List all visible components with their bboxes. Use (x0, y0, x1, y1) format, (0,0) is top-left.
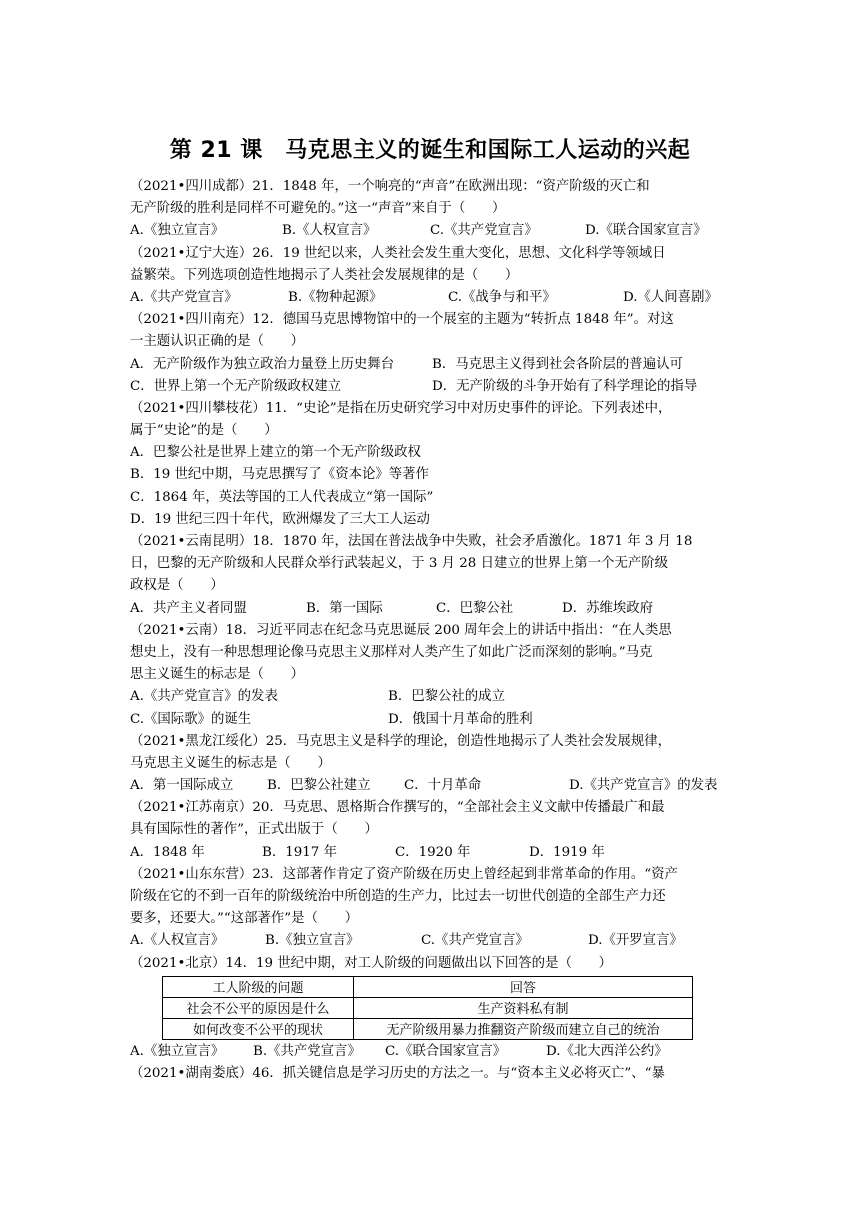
question-4-stem-line-2: 属于“史论”的是（ ） (130, 423, 278, 439)
option-b: B．1917 年 (262, 844, 337, 860)
option-d: D．无产阶级的斗争开始有了科学理论的指导 (432, 378, 698, 394)
option-d: D．1919 年 (529, 844, 605, 860)
option-b: B．巴黎公社的成立 (388, 689, 505, 705)
question-8-stem-line-2: 具有国际性的著作”，正式出版于（ ） (130, 822, 378, 838)
question-9-stem-line-1: （2021•山东东营）23．这部著作肯定了资产阶级在历史上曾经起到非常革命的作用。“资产 (130, 866, 678, 882)
option-b: B.《物种起源》 (288, 289, 383, 305)
question-2-stem-line-1: （2021•辽宁大连）26．19 世纪以来，人类社会发生重大变化，思想、文化科学等领域日 (130, 245, 666, 261)
table-cell: 生产资料私有制 (354, 997, 693, 1018)
table-row (163, 976, 693, 997)
table-cell: 社会不公平的原因是什么 (163, 997, 354, 1018)
option-c: C.《国际歌》的诞生 (130, 711, 252, 727)
option-b: B．第一国际 (306, 600, 383, 616)
option-d: D.《开罗宣言》 (588, 933, 683, 949)
question-3-stem-line-2: 一主题认识正确的是（ ） (130, 334, 305, 350)
question-5 (130, 531, 740, 620)
question-3-options-row-2 (130, 376, 740, 398)
option-c: C．十月革命 (404, 778, 482, 794)
question-6-options-row-1 (130, 686, 740, 708)
question-3 (130, 309, 740, 398)
option-b: B．巴黎公社建立 (267, 778, 371, 794)
question-1-stem-line-1: （2021•四川成都）21．1848 年，一个响亮的“声音”在欧洲出现：“资产阶级的灭亡和 (130, 179, 650, 194)
option-d: D．19 世纪三四十年代，欧洲爆发了三大工人运动 (130, 511, 430, 527)
option-a: A．无产阶级作为独立政治力量登上历史舞台 (130, 356, 395, 372)
question-5-stem-line-2: 日，巴黎的无产阶级和人民群众举行武装起义，于 3 月 28 日建立的世界上第一个无产阶级 (130, 556, 669, 572)
question-1-options (130, 220, 740, 242)
option-d: D.《共产党宣言》的发表 (569, 778, 718, 794)
option-c: C.《共产党宣言》 (421, 933, 529, 949)
table-cell: 如何改变不公平的现状 (163, 1018, 354, 1039)
option-d: D.《北大西洋公约》 (546, 1043, 668, 1059)
option-b: B．19 世纪中期，马克思撰写了《资本论》等著作 (130, 467, 429, 483)
option-c: C．世界上第一个无产阶级政权建立 (130, 378, 342, 394)
question-3-options-row-1 (130, 354, 740, 376)
question-6-stem-line-3: 思主义诞生的标志是（ ） (130, 667, 305, 683)
option-a: A.《人权宣言》 (130, 933, 225, 949)
question-2-stem-line-2: 益繁荣。下列选项创造性地揭示了人类社会发展规律的是（ ） (130, 267, 519, 283)
question-6-options-row-2 (130, 709, 740, 731)
question-4 (130, 398, 740, 531)
question-1-stem-line-2: 无产阶级的胜利是同样不可避免的。”这一“声音”来自于（ ） (130, 201, 506, 217)
question-10-stem-line-1: （2021•北京）14．19 世纪中期，对工人阶级的问题做出以下回答的是（ ） (130, 955, 613, 971)
option-a: A．第一国际成立 (130, 778, 234, 794)
option-d: D．苏维埃政府 (562, 600, 654, 616)
option-a: A.《共产党宣言》 (130, 289, 238, 305)
question-2-options (130, 287, 740, 309)
table-header-cell: 工人阶级的问题 (163, 976, 354, 997)
option-b: B.《独立宣言》 (265, 933, 360, 949)
option-b: B．马克思主义得到社会各阶层的普遍认可 (432, 356, 683, 372)
question-1 (130, 176, 740, 243)
question-9-stem-line-2: 阶级在它的不到一百年的阶级统治中所创造的生产力，比过去一切世代创造的全部生产力还 (130, 889, 666, 904)
option-d: D．俄国十月革命的胜利 (388, 711, 533, 727)
question-8-stem-line-1: （2021•江苏南京）20．马克思、恩格斯合作撰写的，“全部社会主义文献中传播最广和最 (130, 800, 665, 816)
option-a: A．1848 年 (130, 844, 205, 860)
question-9-stem-line-3: 要多，还要大。”“这部著作”是（ ） (130, 911, 359, 927)
question-6-stem-line-1: （2021•云南）18．习近平同志在纪念马克思诞辰 200 周年会上的讲话中指出：“在人类思 (130, 622, 672, 638)
table-row (163, 997, 693, 1018)
question-9 (130, 864, 740, 953)
page-title: 第 21 课 马克思主义的诞生和国际工人运动的兴起 (169, 138, 691, 163)
answer-table (162, 976, 693, 1040)
question-11 (130, 1063, 740, 1085)
option-c: C．1920 年 (395, 844, 471, 860)
option-a: A．巴黎公社是世界上建立的第一个无产阶级政权 (130, 445, 421, 461)
option-c: C．巴黎公社 (436, 600, 514, 616)
table-row (163, 1018, 693, 1039)
option-b: B.《共产党宣言》 (253, 1043, 361, 1059)
question-7 (130, 731, 740, 798)
option-c: C．1864 年，英法等国的工人代表成立“第一国际” (130, 489, 434, 505)
question-11-stem-line-1: （2021•湖南娄底）46．抓关键信息是学习历史的方法之一。与“资本主义必将灭亡”、“暴 (130, 1065, 665, 1081)
option-d: D.《人间喜剧》 (623, 289, 718, 305)
question-7-options (130, 775, 740, 797)
question-4-stem-line-1: （2021•四川攀枝花）11．“史论”是指在历史研究学习中对历史事件的评论。下列表述中， (130, 400, 672, 416)
option-a: A．共产主义者同盟 (130, 600, 247, 616)
question-10-options (130, 1041, 740, 1063)
option-c: C.《共产党宣言》 (430, 223, 538, 239)
question-10 (130, 953, 740, 1063)
question-5-stem-line-1: （2021•云南昆明）18．1870 年，法国在普法战争中失败，社会矛盾激化。1871 年 3 月 18 (130, 534, 693, 549)
question-7-stem-line-1: （2021•黑龙江绥化）25．马克思主义是科学的理论，创造性地揭示了人类社会发展规律， (130, 733, 672, 749)
option-a: A.《独立宣言》 (130, 223, 225, 239)
question-3-stem-line-1: （2021•四川南充）12．德国马克思博物馆中的一个展室的主题为“转折点 1848 年”。对这 (130, 312, 674, 328)
question-6 (130, 620, 740, 731)
question-list (130, 176, 740, 1085)
question-6-stem-line-2: 想史上，没有一种思想理论像马克思主义那样对人类产生了如此广泛而深刻的影响。”马克 (130, 644, 653, 660)
table-header-cell: 回答 (354, 976, 693, 997)
option-b: B.《人权宣言》 (282, 223, 377, 239)
question-2 (130, 243, 740, 310)
question-8 (130, 797, 740, 864)
option-c: C.《战争与和平》 (448, 289, 556, 305)
question-8-options (130, 842, 740, 864)
question-5-stem-line-3: 政权是（ ） (130, 578, 224, 594)
question-5-options (130, 598, 740, 620)
option-a: A.《共产党宣言》的发表 (130, 689, 278, 705)
question-9-options (130, 930, 740, 952)
option-a: A.《独立宣言》 (130, 1043, 225, 1059)
option-d: D.《联合国家宣言》 (585, 223, 707, 239)
question-7-stem-line-2: 马克思主义诞生的标志是（ ） (130, 755, 331, 771)
option-c: C.《联合国家宣言》 (385, 1043, 507, 1059)
table-cell: 无产阶级用暴力推翻资产阶级而建立自己的统治 (354, 1018, 693, 1039)
